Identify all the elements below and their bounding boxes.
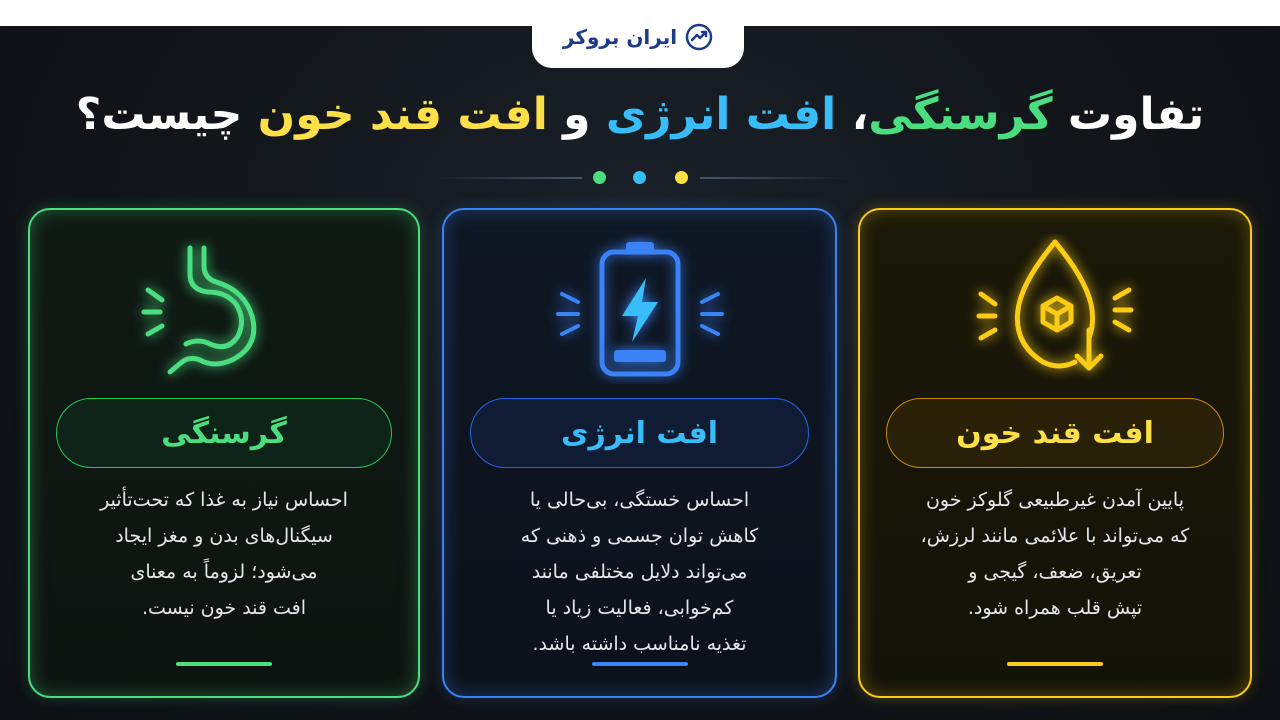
title-part-3: ، bbox=[836, 89, 869, 140]
stomach-icon bbox=[124, 234, 324, 384]
label-pill-blood-sugar bbox=[886, 398, 1224, 468]
card-underline bbox=[1007, 662, 1103, 666]
blood-drop-sugar-cube-icon bbox=[955, 234, 1155, 384]
desc-line: تپش قلب همراه شود. bbox=[967, 597, 1143, 619]
card-energy bbox=[442, 208, 837, 698]
title-part-7: چیست؟ bbox=[75, 89, 258, 140]
desc-line: احساس نیاز به غذا که تحت‌تأثیر bbox=[100, 489, 348, 511]
card-description bbox=[474, 482, 805, 662]
card-description bbox=[890, 482, 1220, 626]
desc-line: می‌شود؛ لزوماً به معنای bbox=[130, 561, 318, 583]
title-energy: افت انرژی bbox=[605, 89, 837, 140]
title-part-5: و bbox=[547, 89, 606, 140]
label-pill-energy bbox=[470, 398, 809, 468]
title-hunger: گرسنگی bbox=[868, 89, 1053, 140]
dot-blue bbox=[633, 171, 646, 184]
desc-line: احساس خستگی، بی‌حالی یا bbox=[529, 489, 750, 511]
brand-chart-icon bbox=[685, 23, 713, 51]
card-description bbox=[60, 482, 388, 626]
card-underline bbox=[176, 662, 272, 666]
title-blood-sugar: افت قند خون bbox=[257, 89, 548, 140]
page-title bbox=[0, 84, 1280, 146]
divider-right bbox=[700, 177, 850, 179]
desc-line: سیگنال‌های بدن و مغز ایجاد bbox=[115, 525, 333, 547]
dot-green bbox=[593, 171, 606, 184]
divider-left bbox=[432, 177, 582, 179]
desc-line: کاهش توان جسمی و ذهنی که bbox=[520, 525, 759, 547]
desc-line: تغذیه نامناسب داشته باشد. bbox=[532, 633, 747, 655]
card-label: گرسنگی bbox=[161, 415, 287, 451]
desc-line: که می‌تواند با علائمی مانند لرزش، bbox=[920, 525, 1190, 547]
card-underline bbox=[592, 662, 688, 666]
desc-line: پایین آمدن غیرطبیعی گلوکز خون bbox=[925, 489, 1185, 511]
brand-name: ایران بروکر bbox=[562, 25, 678, 49]
desc-line: افت قند خون نیست. bbox=[141, 597, 307, 619]
card-hunger bbox=[28, 208, 420, 698]
label-pill-hunger bbox=[56, 398, 392, 468]
desc-line: کم‌خوابی، فعالیت زیاد یا bbox=[545, 597, 734, 619]
desc-line: می‌تواند دلایل مختلفی مانند bbox=[531, 561, 748, 583]
card-label: افت قند خون bbox=[956, 415, 1154, 451]
dot-yellow bbox=[675, 171, 688, 184]
desc-line: تعریق، ضعف، گیجی و bbox=[968, 561, 1142, 583]
card-label: افت انرژی bbox=[560, 415, 719, 451]
brand-logo[interactable] bbox=[532, 6, 744, 68]
low-battery-icon bbox=[540, 234, 740, 384]
title-part-1: تفاوت bbox=[1052, 89, 1205, 140]
card-blood-sugar bbox=[858, 208, 1252, 698]
